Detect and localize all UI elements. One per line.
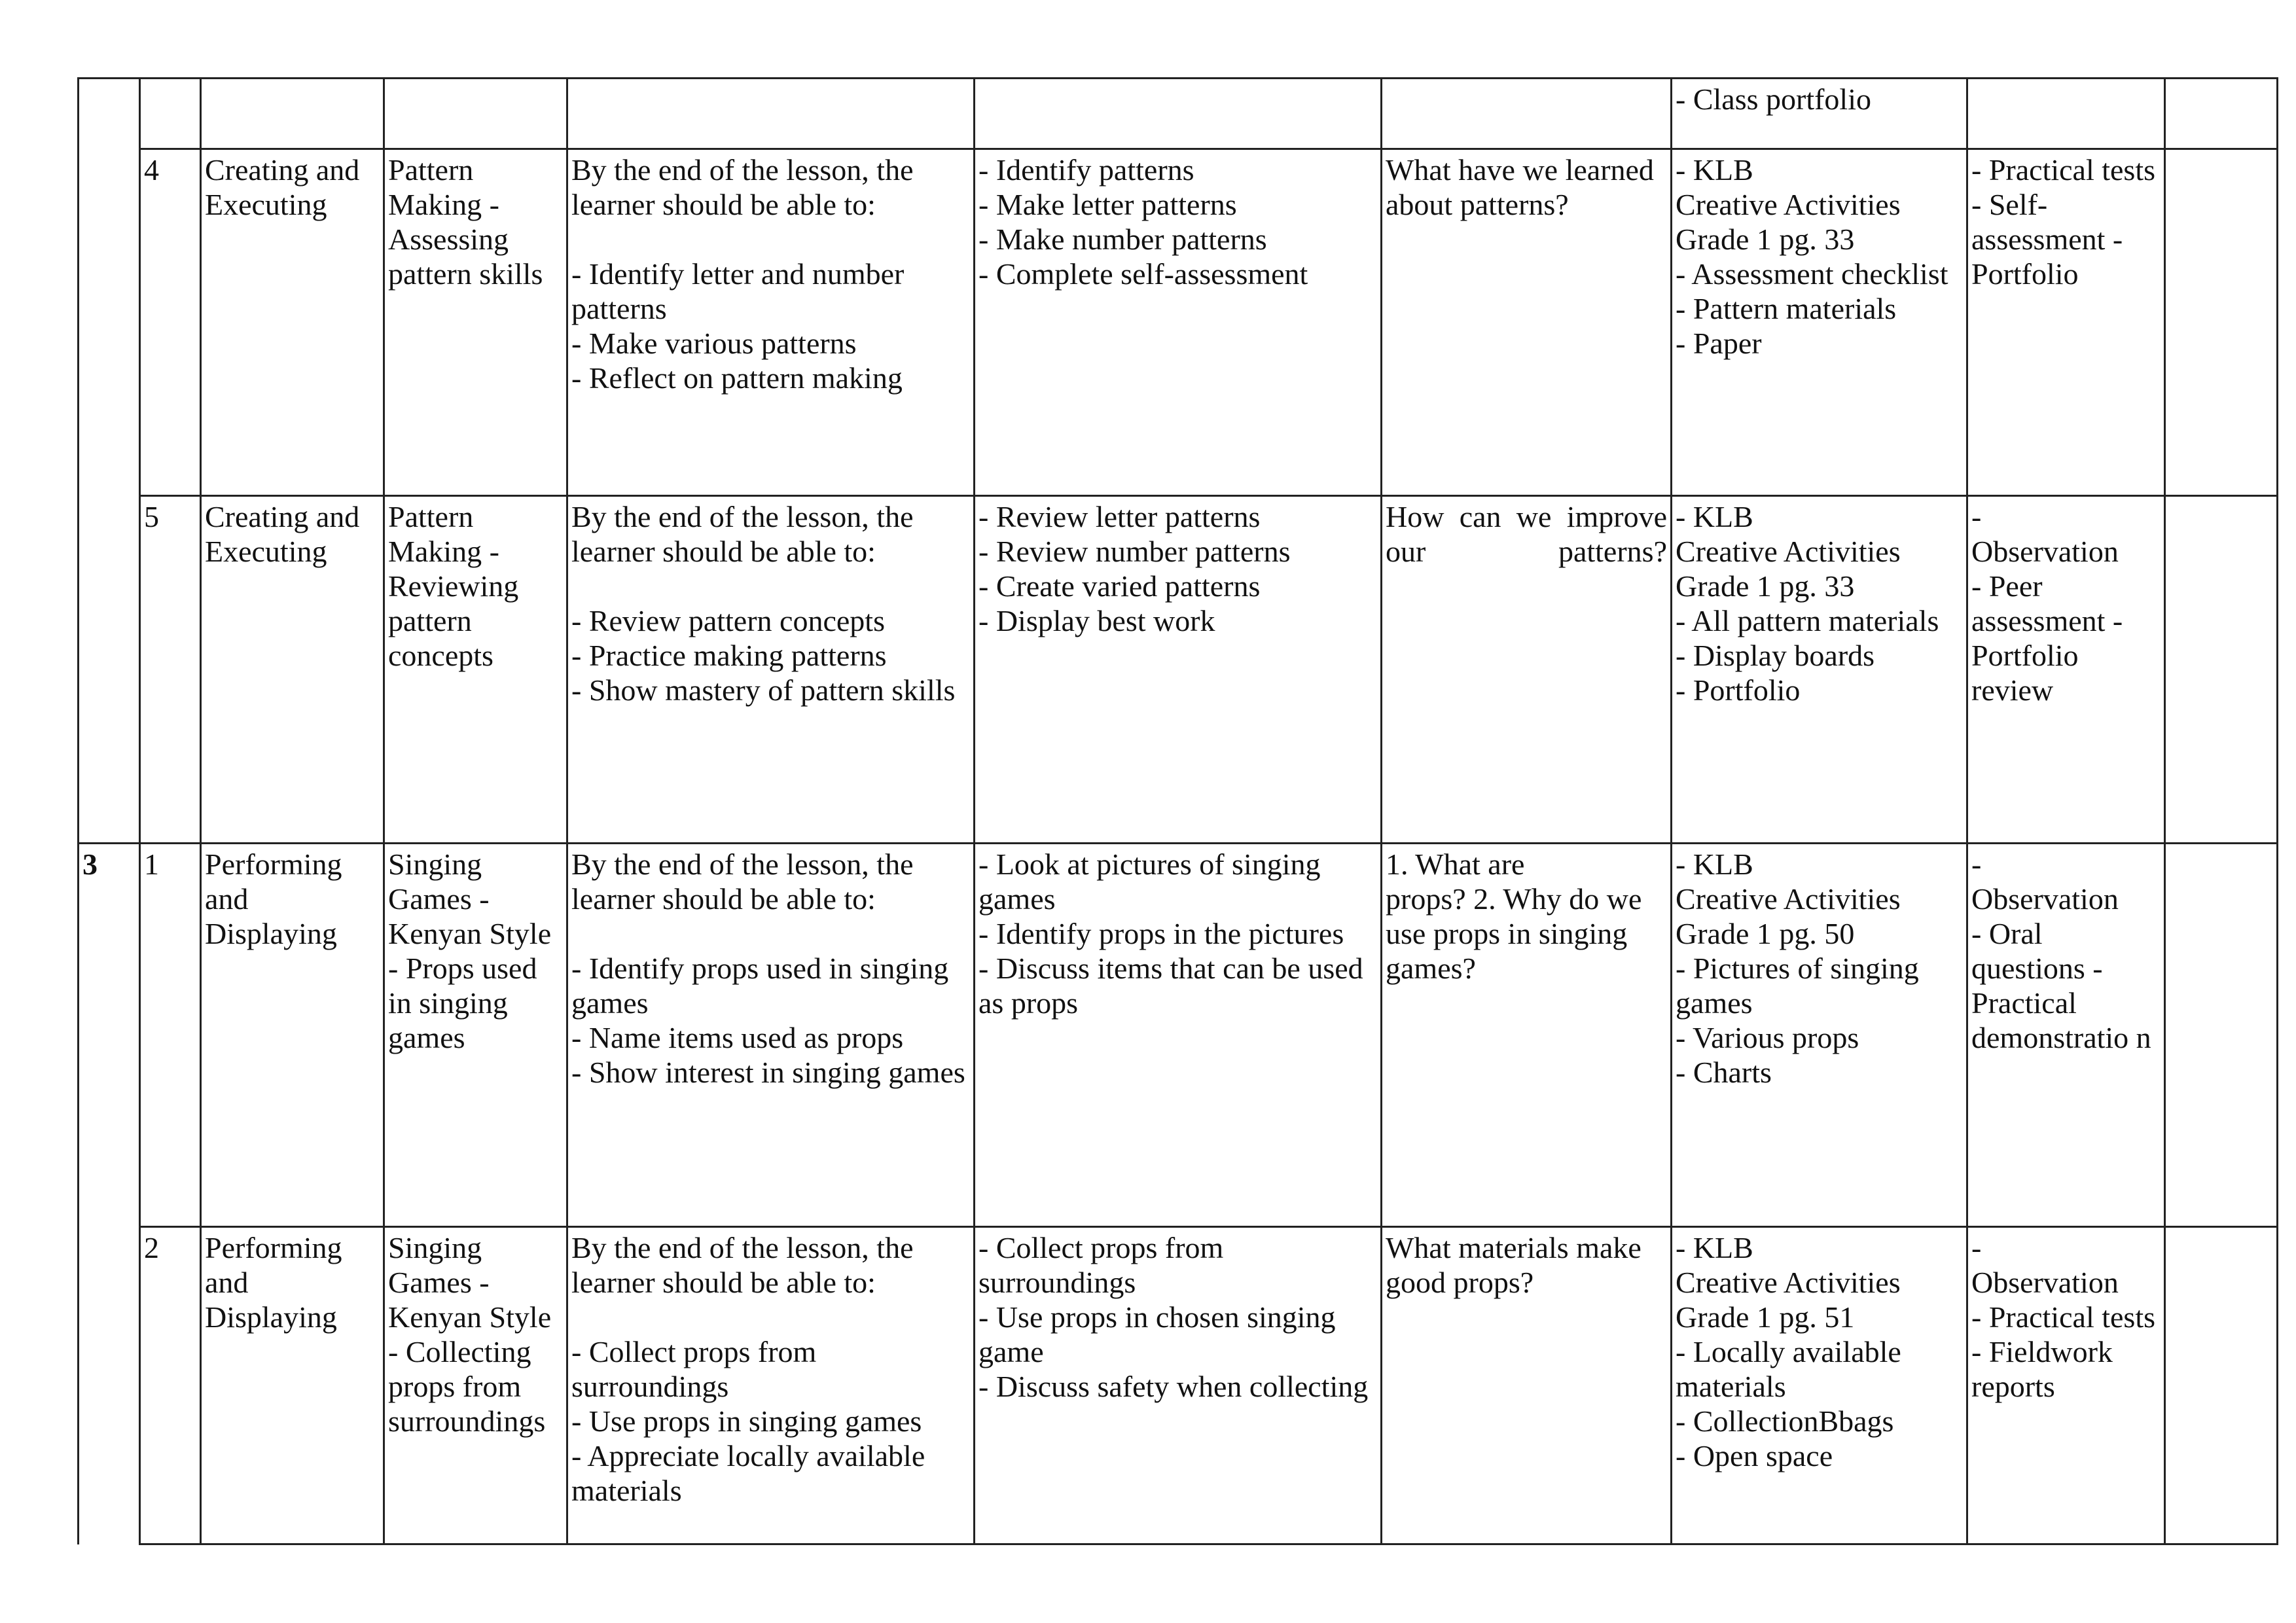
assessment-cell bbox=[1967, 844, 2165, 1227]
assessment-cell bbox=[1967, 79, 2165, 149]
resources-cell bbox=[1672, 844, 1967, 1227]
experiences-cell bbox=[975, 149, 1382, 496]
outcome-item: - Identify props used in singing games bbox=[571, 952, 949, 1020]
week-cell bbox=[79, 149, 140, 496]
outcome-item: - Show mastery of pattern skills bbox=[571, 673, 956, 707]
strand-cell: Performing and Displaying bbox=[201, 1227, 384, 1544]
resource-item: - Class portfolio bbox=[1676, 82, 1871, 116]
outcome-item: - Identify letter and number patterns bbox=[571, 257, 905, 325]
sub-strand-line: - Collecting props from surroundings bbox=[388, 1335, 546, 1438]
week-cell bbox=[79, 79, 140, 149]
inquiry-cell: How can we improve our patterns? bbox=[1382, 496, 1672, 844]
outcome-item: - Make various patterns bbox=[571, 327, 857, 360]
assessment-cell bbox=[1967, 496, 2165, 844]
experience-item: - Review number patterns bbox=[978, 535, 1291, 568]
assessment-cell bbox=[1967, 1227, 2165, 1544]
experiences-cell bbox=[975, 1227, 1382, 1544]
resources-cell bbox=[1672, 496, 1967, 844]
table-row bbox=[79, 79, 2278, 149]
lesson-cell: 2 bbox=[140, 1227, 201, 1544]
assessment-text: - Observation - Oral questions - Practical demonstratio n bbox=[1971, 847, 2151, 1054]
outcomes-intro: By the end of the lesson, the learner should be able to: bbox=[571, 1231, 914, 1299]
inquiry-cell: What have we learned about patterns? bbox=[1382, 149, 1672, 496]
outcome-item: - Name items used as props bbox=[571, 1021, 904, 1054]
experience-item: - Use props in chosen singing game bbox=[978, 1300, 1336, 1368]
resource-item: - CollectionBbags bbox=[1676, 1404, 1894, 1438]
resource-item: - Charts bbox=[1676, 1056, 1772, 1089]
strand-cell bbox=[201, 79, 384, 149]
sub-strand-line: Singing Games - Kenyan Style bbox=[388, 1231, 552, 1334]
lesson-cell: 5 bbox=[140, 496, 201, 844]
assessment-cell bbox=[1967, 149, 2165, 496]
experiences-cell bbox=[975, 844, 1382, 1227]
resource-klb: - KLB Creative Activities Grade 1 pg. 33 bbox=[1676, 500, 1901, 603]
resource-item: - Open space bbox=[1676, 1439, 1833, 1472]
resource-item: - Paper bbox=[1676, 327, 1762, 360]
remarks-cell bbox=[2165, 149, 2278, 496]
experience-item: - Look at pictures of singing games bbox=[978, 847, 1321, 916]
inquiry-cell bbox=[1382, 79, 1672, 149]
experience-item: - Discuss safety when collecting bbox=[978, 1370, 1369, 1403]
resource-item: - Display boards bbox=[1676, 639, 1875, 672]
lesson-cell: 1 bbox=[140, 844, 201, 1227]
resource-item: - Pictures of singing games bbox=[1676, 952, 1919, 1020]
outcome-item: - Reflect on pattern making bbox=[571, 361, 903, 395]
outcome-item: - Collect props from surroundings bbox=[571, 1335, 817, 1403]
experiences-cell bbox=[975, 79, 1382, 149]
experience-item: - Collect props from surroundings bbox=[978, 1231, 1224, 1299]
assessment-text: - Observation - Practical tests - Fieldwork reports bbox=[1971, 1231, 2156, 1403]
outcomes-cell bbox=[567, 79, 975, 149]
lesson-cell bbox=[140, 79, 201, 149]
strand-cell: Creating and Executing bbox=[201, 149, 384, 496]
week-cell bbox=[79, 496, 140, 844]
inquiry-cell: What materials make good props? bbox=[1382, 1227, 1672, 1544]
resource-item: - Portfolio bbox=[1676, 673, 1801, 707]
sub-strand-line: Pattern Making - Reviewing pattern concepts bbox=[388, 500, 519, 672]
experience-item: - Display best work bbox=[978, 604, 1215, 637]
experience-item: - Identify props in the pictures bbox=[978, 917, 1344, 950]
sub-strand-cell bbox=[384, 844, 567, 1227]
strand-cell: Creating and Executing bbox=[201, 496, 384, 844]
week-cell: 3 bbox=[79, 844, 140, 1227]
inquiry-text: 1. What are props? 2. Why do we use props in singing games? bbox=[1386, 847, 1642, 985]
experience-item: - Identify patterns bbox=[978, 153, 1194, 187]
sub-strand-cell bbox=[384, 79, 567, 149]
sub-strand-line: Pattern Making - Assessing pattern skills bbox=[388, 153, 543, 291]
resource-klb: - KLB Creative Activities Grade 1 pg. 51 bbox=[1676, 1231, 1901, 1334]
resource-item: - Assessment checklist bbox=[1676, 257, 1948, 291]
strand-cell: Performing and Displaying bbox=[201, 844, 384, 1227]
experience-item: - Make number patterns bbox=[978, 223, 1267, 256]
experiences-cell bbox=[975, 496, 1382, 844]
sub-strand-line: Singing Games - Kenyan Style bbox=[388, 847, 552, 950]
outcome-item: - Appreciate locally available materials bbox=[571, 1439, 925, 1507]
resources-cell bbox=[1672, 149, 1967, 496]
experience-item: - Make letter patterns bbox=[978, 188, 1237, 221]
remarks-cell bbox=[2165, 1227, 2278, 1544]
resource-item: - Locally available materials bbox=[1676, 1335, 1901, 1403]
outcome-item: - Practice making patterns bbox=[571, 639, 887, 672]
outcome-item: - Use props in singing games bbox=[571, 1404, 922, 1438]
resources-cell bbox=[1672, 79, 1967, 149]
table-row bbox=[79, 149, 2278, 496]
outcomes-intro: By the end of the lesson, the learner should be able to: bbox=[571, 500, 914, 568]
experience-item: - Discuss items that can be used as props bbox=[978, 952, 1363, 1020]
resources-cell bbox=[1672, 1227, 1967, 1544]
remarks-cell bbox=[2165, 496, 2278, 844]
resource-item: - Various props bbox=[1676, 1021, 1859, 1054]
resource-klb: - KLB Creative Activities Grade 1 pg. 50 bbox=[1676, 847, 1901, 950]
outcomes-intro: By the end of the lesson, the learner should be able to: bbox=[571, 847, 914, 916]
lesson-cell: 4 bbox=[140, 149, 201, 496]
outcomes-cell bbox=[567, 1227, 975, 1544]
outcomes-intro: By the end of the lesson, the learner should be able to: bbox=[571, 153, 914, 221]
table-row bbox=[79, 496, 2278, 844]
scheme-of-work-table bbox=[77, 77, 2278, 1545]
resource-item: - All pattern materials bbox=[1676, 604, 1939, 637]
table-row bbox=[79, 1227, 2278, 1544]
experience-item: - Create varied patterns bbox=[978, 569, 1261, 603]
experience-item: - Complete self-assessment bbox=[978, 257, 1308, 291]
sub-strand-line: - Props used in singing games bbox=[388, 952, 537, 1054]
inquiry-cell bbox=[1382, 844, 1672, 1227]
outcomes-cell bbox=[567, 844, 975, 1227]
remarks-cell bbox=[2165, 844, 2278, 1227]
outcomes-cell bbox=[567, 496, 975, 844]
experience-item: - Review letter patterns bbox=[978, 500, 1261, 533]
sub-strand-cell bbox=[384, 149, 567, 496]
table-row bbox=[79, 844, 2278, 1227]
resource-item: - Pattern materials bbox=[1676, 292, 1897, 325]
outcome-item: - Show interest in singing games bbox=[571, 1056, 965, 1089]
assessment-text: - Observation - Peer assessment - Portfolio review bbox=[1971, 500, 2123, 707]
assessment-text: - Practical tests - Self-assessment - Portfolio bbox=[1971, 153, 2156, 291]
remarks-cell bbox=[2165, 79, 2278, 149]
outcome-item: - Review pattern concepts bbox=[571, 604, 885, 637]
sub-strand-cell bbox=[384, 496, 567, 844]
week-cell bbox=[79, 1227, 140, 1544]
resource-klb: - KLB Creative Activities Grade 1 pg. 33 bbox=[1676, 153, 1901, 256]
sub-strand-cell bbox=[384, 1227, 567, 1544]
outcomes-cell bbox=[567, 149, 975, 496]
